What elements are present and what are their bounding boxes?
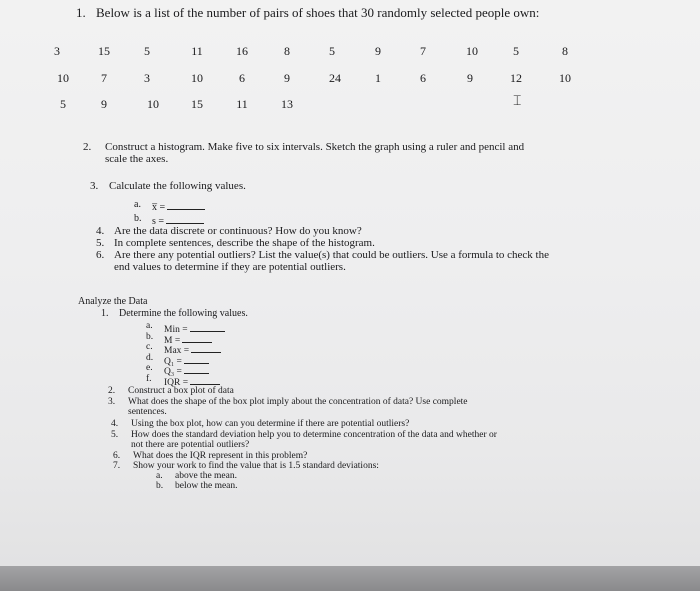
analyze-q5-text-line1: How does the standard deviation help you to determine concentration of the data and whether or [131,430,497,440]
data-cell: 10 [57,71,69,85]
data-cell: 10 [559,71,571,85]
analyze-q7b-text: below the mean. [175,481,238,491]
data-cell: 15 [98,44,110,58]
analyze-q3-text-line2: sentences. [128,407,167,417]
data-cell: 6 [239,71,245,85]
data-cell: 11 [191,44,203,58]
q3b-letter: b. [134,213,142,224]
data-cell: 9 [375,44,381,58]
analyze-q7-number: 7. [113,461,121,471]
analyze-item-label: Min = [164,322,225,336]
data-cell: 5 [329,44,335,58]
analyze-q3-number: 3. [108,397,116,407]
data-cell: 3 [144,71,150,85]
q4-number: 4. [96,225,105,237]
data-cell: 7 [101,71,107,85]
q3a-letter: a. [134,199,141,210]
analyze-q7a-letter: a. [156,471,163,481]
analyze-q7b-letter: b. [156,481,164,491]
data-cell: 7 [420,44,426,58]
analyze-q1-number: 1. [101,308,109,319]
data-cell: 3 [54,44,60,58]
data-cell: 9 [284,71,290,85]
data-cell: 1 [375,71,381,85]
analyze-q2-text: Construct a box plot of data [128,386,234,396]
analyze-q1-text: Determine the following values. [119,308,248,319]
text-cursor-icon: ⌶ [513,94,522,109]
intro-number: 1. [76,5,86,20]
q2-text-line2: scale the axes. [105,153,169,165]
analyze-item-letter: c. [146,342,153,352]
data-cell: 15 [191,97,203,111]
analyze-item-letter: e. [146,363,153,373]
analyze-item-letter: f. [146,373,152,384]
data-cell: 10 [466,44,478,58]
data-cell: 5 [60,97,66,111]
analyze-q3-text-line1: What does the shape of the box plot imply about the concentration of data? Use complete [128,397,468,407]
q5-text: In complete sentences, describe the shape of the histogram. [114,237,375,249]
q3b-label: s = [152,214,204,227]
data-cell: 8 [284,44,290,58]
data-cell: 8 [562,44,568,58]
data-cell: 10 [191,71,203,85]
analyze-q7a-text: above the mean. [175,471,237,481]
page-bottom-edge [0,566,700,591]
q3a-label: x̅ = [152,200,205,213]
data-cell: 16 [236,44,248,58]
q2-number: 2. [83,141,92,153]
intro-text: Below is a list of the number of pairs of shoes that 30 randomly selected people own: [96,5,540,20]
analyze-q2-number: 2. [108,386,116,396]
analyze-q4-number: 4. [111,419,119,429]
q3-number: 3. [90,180,99,192]
analyze-q5-text-line2: not there are potential outliers? [131,440,250,450]
analyze-item-label: IQR = [164,375,220,389]
data-cell: 11 [236,97,248,111]
analyze-q7-text: Show your work to find the value that is 1.5 standard deviations: [133,461,379,471]
data-cell: 10 [147,97,159,111]
analyze-item-label: M = [164,333,212,347]
q6-text-line1: Are there any potential outliers? List the value(s) that could be outliers. Use a formula to check the [114,249,549,261]
analyze-q4-text: Using the box plot, how can you determine if there are potential outliers? [131,419,410,429]
analyze-q6-text: What does the IQR represent in this problem? [133,451,308,461]
analyze-q5-number: 5. [111,430,119,440]
data-cell: 13 [281,97,293,111]
data-cell: 9 [101,97,107,111]
analyze-item-letter: d. [146,352,154,363]
q6-number: 6. [96,249,105,261]
q5-number: 5. [96,237,105,249]
q2-text-line1: Construct a histogram. Make five to six intervals. Sketch the graph using a ruler and pencil and [105,141,525,153]
q6-text-line2: end values to determine if they are potential outliers. [114,261,346,273]
analyze-item-label: Q₃ = [164,364,209,378]
data-cell: 5 [144,44,150,58]
q3-text: Calculate the following values. [109,180,246,192]
data-cell: 24 [329,71,341,85]
analyze-q6-number: 6. [113,451,121,461]
analyze-item-label: Q₁ = [164,354,209,368]
data-cell: 12 [510,71,522,85]
q4-text: Are the data discrete or continuous? How do you know? [114,225,362,237]
analyze-item-letter: a. [146,321,153,331]
analyze-item-letter: b. [146,331,154,342]
analyze-item-label: Max = [164,343,221,357]
data-cell: 9 [467,71,473,85]
data-cell: 5 [513,44,519,58]
data-cell: 6 [420,71,426,85]
analyze-heading: Analyze the Data [78,296,148,307]
